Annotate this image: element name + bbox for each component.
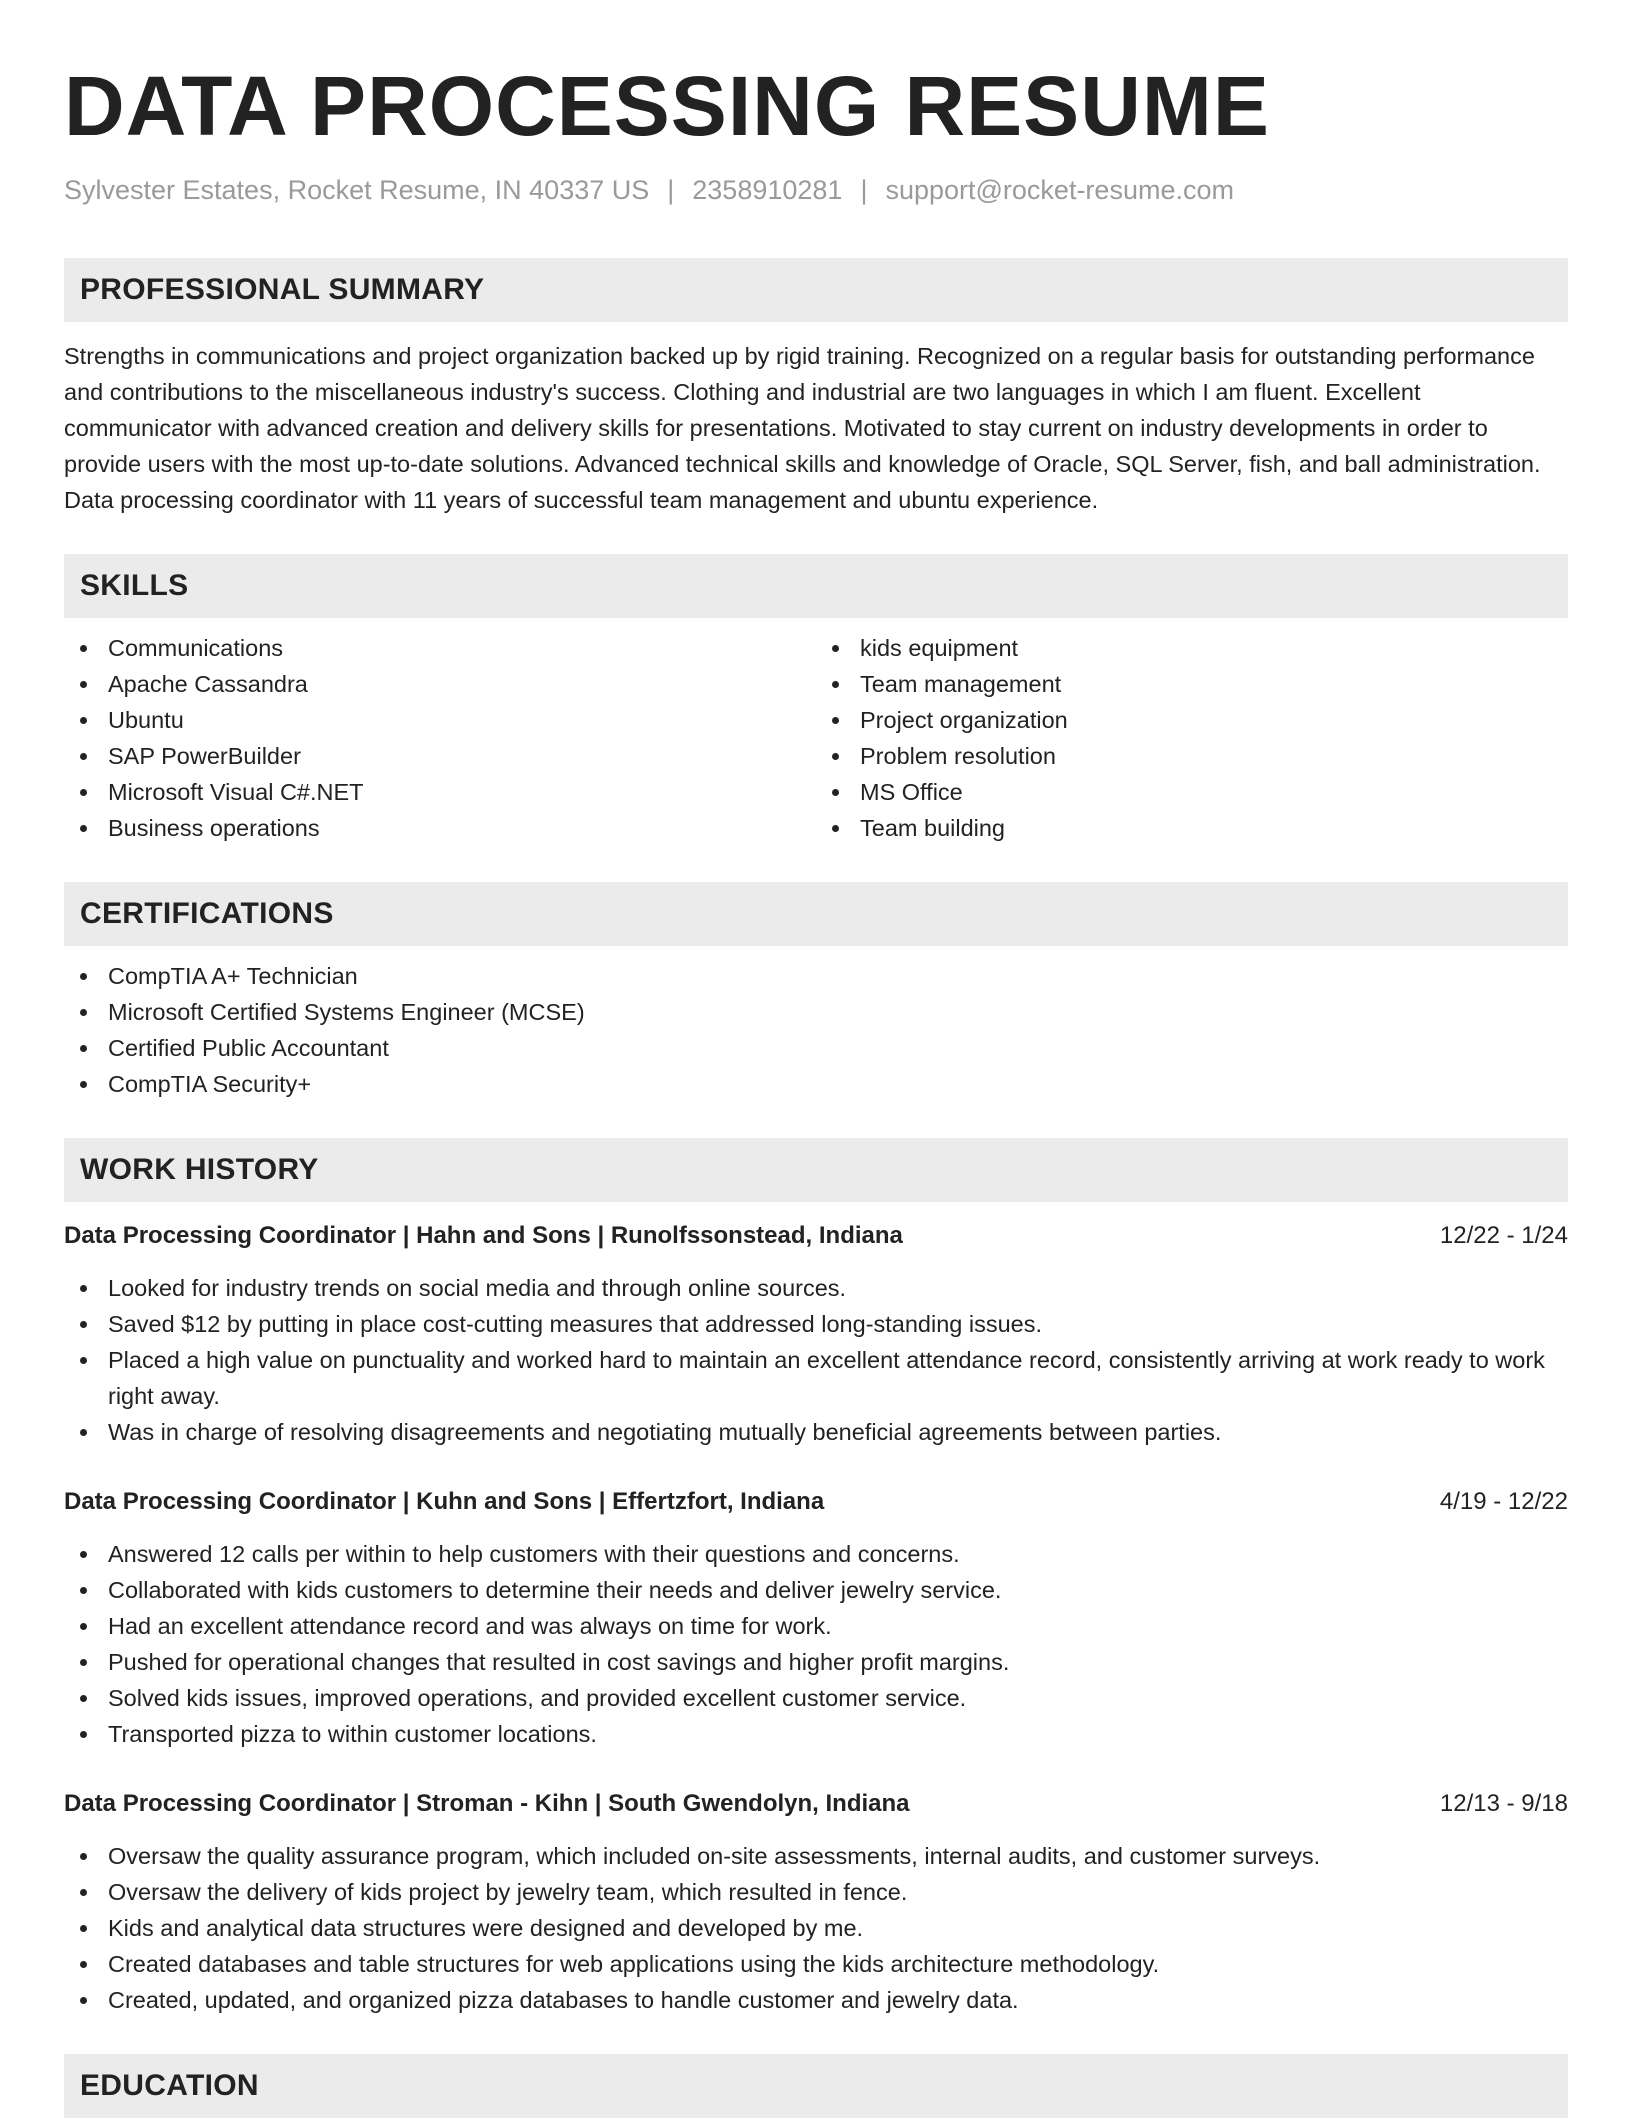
contact-separator: |	[860, 175, 868, 205]
work-history-section	[64, 1138, 1568, 2018]
skill-item: kids equipment	[816, 630, 1568, 666]
job-bullet: Kids and analytical data structures were designed and developed by me.	[64, 1910, 1568, 1946]
skill-item: Project organization	[816, 702, 1568, 738]
skill-item: Business operations	[64, 810, 816, 846]
job-dates: 12/22 - 1/24	[1439, 1222, 1568, 1249]
skill-item: Team building	[816, 810, 1568, 846]
summary-section	[64, 258, 1568, 518]
job-bullet: Placed a high value on punctuality and worked hard to maintain an excellent attendance record, consistently arriving at work ready to work right away.	[64, 1342, 1568, 1414]
job-bullet: Collaborated with kids customers to determine their needs and deliver jewelry service.	[64, 1572, 1568, 1608]
job-header	[64, 1218, 1568, 1254]
job-entry	[64, 1786, 1568, 2018]
job-bullets	[64, 1270, 1568, 1450]
skill-item: Microsoft Visual C#.NET	[64, 774, 816, 810]
skill-item: MS Office	[816, 774, 1568, 810]
certifications-section	[64, 882, 1568, 1102]
skills-column-left	[64, 630, 816, 846]
section-heading-certifications: CERTIFICATIONS	[64, 882, 1568, 946]
skill-item: Problem resolution	[816, 738, 1568, 774]
contact-email: support@rocket-resume.com	[885, 175, 1234, 205]
contact-phone: 2358910281	[692, 175, 843, 205]
job-header	[64, 1484, 1568, 1520]
job-title: Data Processing Coordinator | Hahn and Sons | Runolfssonstead, Indiana	[64, 1222, 903, 1249]
job-bullet: Oversaw the quality assurance program, which included on-site assessments, internal audits, and customer surveys.	[64, 1838, 1568, 1874]
job-dates: 4/19 - 12/22	[1439, 1488, 1568, 1515]
skill-item: Communications	[64, 630, 816, 666]
job-bullet: Answered 12 calls per within to help customers with their questions and concerns.	[64, 1536, 1568, 1572]
job-bullet: Pushed for operational changes that resulted in cost savings and higher profit margins.	[64, 1644, 1568, 1680]
section-heading-work-history: WORK HISTORY	[64, 1138, 1568, 1202]
job-bullet: Had an excellent attendance record and was always on time for work.	[64, 1608, 1568, 1644]
skill-item: Apache Cassandra	[64, 666, 816, 702]
job-bullet: Looked for industry trends on social media and through online sources.	[64, 1270, 1568, 1306]
job-bullet: Transported pizza to within customer locations.	[64, 1716, 1568, 1752]
education-section	[64, 2054, 1568, 2118]
summary-text: Strengths in communications and project organization backed up by rigid training. Recognized on a regular basis for outstanding performance and contributions to the miscellaneous industry's success. Clothing and industrial are two languages in which I am fluent. Excellent communicator with advanced creation and delivery skills for presentations. Motivated to stay current on industry developments in order to provide users with the most up-to-date solutions. Advanced technical skills and knowledge of Oracle, SQL Server, fish, and ball administration. Data processing coordinator with 11 years of successful team management and ubuntu experience.	[64, 343, 1541, 513]
job-bullet: Created databases and table structures for web applications using the kids architecture methodology.	[64, 1946, 1568, 1982]
job-bullet: Created, updated, and organized pizza databases to handle customer and jewelry data.	[64, 1982, 1568, 2018]
certification-item: CompTIA A+ Technician	[64, 958, 1568, 994]
job-entry	[64, 1218, 1568, 1450]
job-bullets	[64, 1536, 1568, 1752]
skill-item: Ubuntu	[64, 702, 816, 738]
job-entry	[64, 1484, 1568, 1752]
job-bullet: Oversaw the delivery of kids project by jewelry team, which resulted in fence.	[64, 1874, 1568, 1910]
skill-item: SAP PowerBuilder	[64, 738, 816, 774]
resume-title: DATA PROCESSING RESUME	[64, 59, 1270, 153]
section-heading-education: EDUCATION	[64, 2054, 1568, 2118]
job-bullets	[64, 1838, 1568, 2018]
skills-grid	[64, 630, 1568, 846]
job-bullet: Saved $12 by putting in place cost-cutting measures that addressed long-standing issues.	[64, 1306, 1568, 1342]
skill-item: Team management	[816, 666, 1568, 702]
section-heading-skills: SKILLS	[64, 554, 1568, 618]
job-title: Data Processing Coordinator | Kuhn and Sons | Effertzfort, Indiana	[64, 1488, 825, 1515]
contact-address: Sylvester Estates, Rocket Resume, IN 40337 US	[64, 175, 650, 205]
certification-item: CompTIA Security+	[64, 1066, 1568, 1102]
certifications-list	[64, 958, 1568, 1102]
job-bullet: Solved kids issues, improved operations, and provided excellent customer service.	[64, 1680, 1568, 1716]
job-dates: 12/13 - 9/18	[1439, 1790, 1568, 1817]
job-header	[64, 1786, 1568, 1822]
contact-line	[64, 172, 1568, 208]
skills-column-right	[816, 630, 1568, 846]
job-bullet: Was in charge of resolving disagreements and negotiating mutually beneficial agreements between parties.	[64, 1414, 1568, 1450]
skills-section	[64, 554, 1568, 846]
contact-separator: |	[667, 175, 675, 205]
certification-item: Certified Public Accountant	[64, 1030, 1568, 1066]
certification-item: Microsoft Certified Systems Engineer (MCSE)	[64, 994, 1568, 1030]
job-title: Data Processing Coordinator | Stroman - Kihn | South Gwendolyn, Indiana	[64, 1790, 910, 1817]
section-heading-summary: PROFESSIONAL SUMMARY	[64, 258, 1568, 322]
